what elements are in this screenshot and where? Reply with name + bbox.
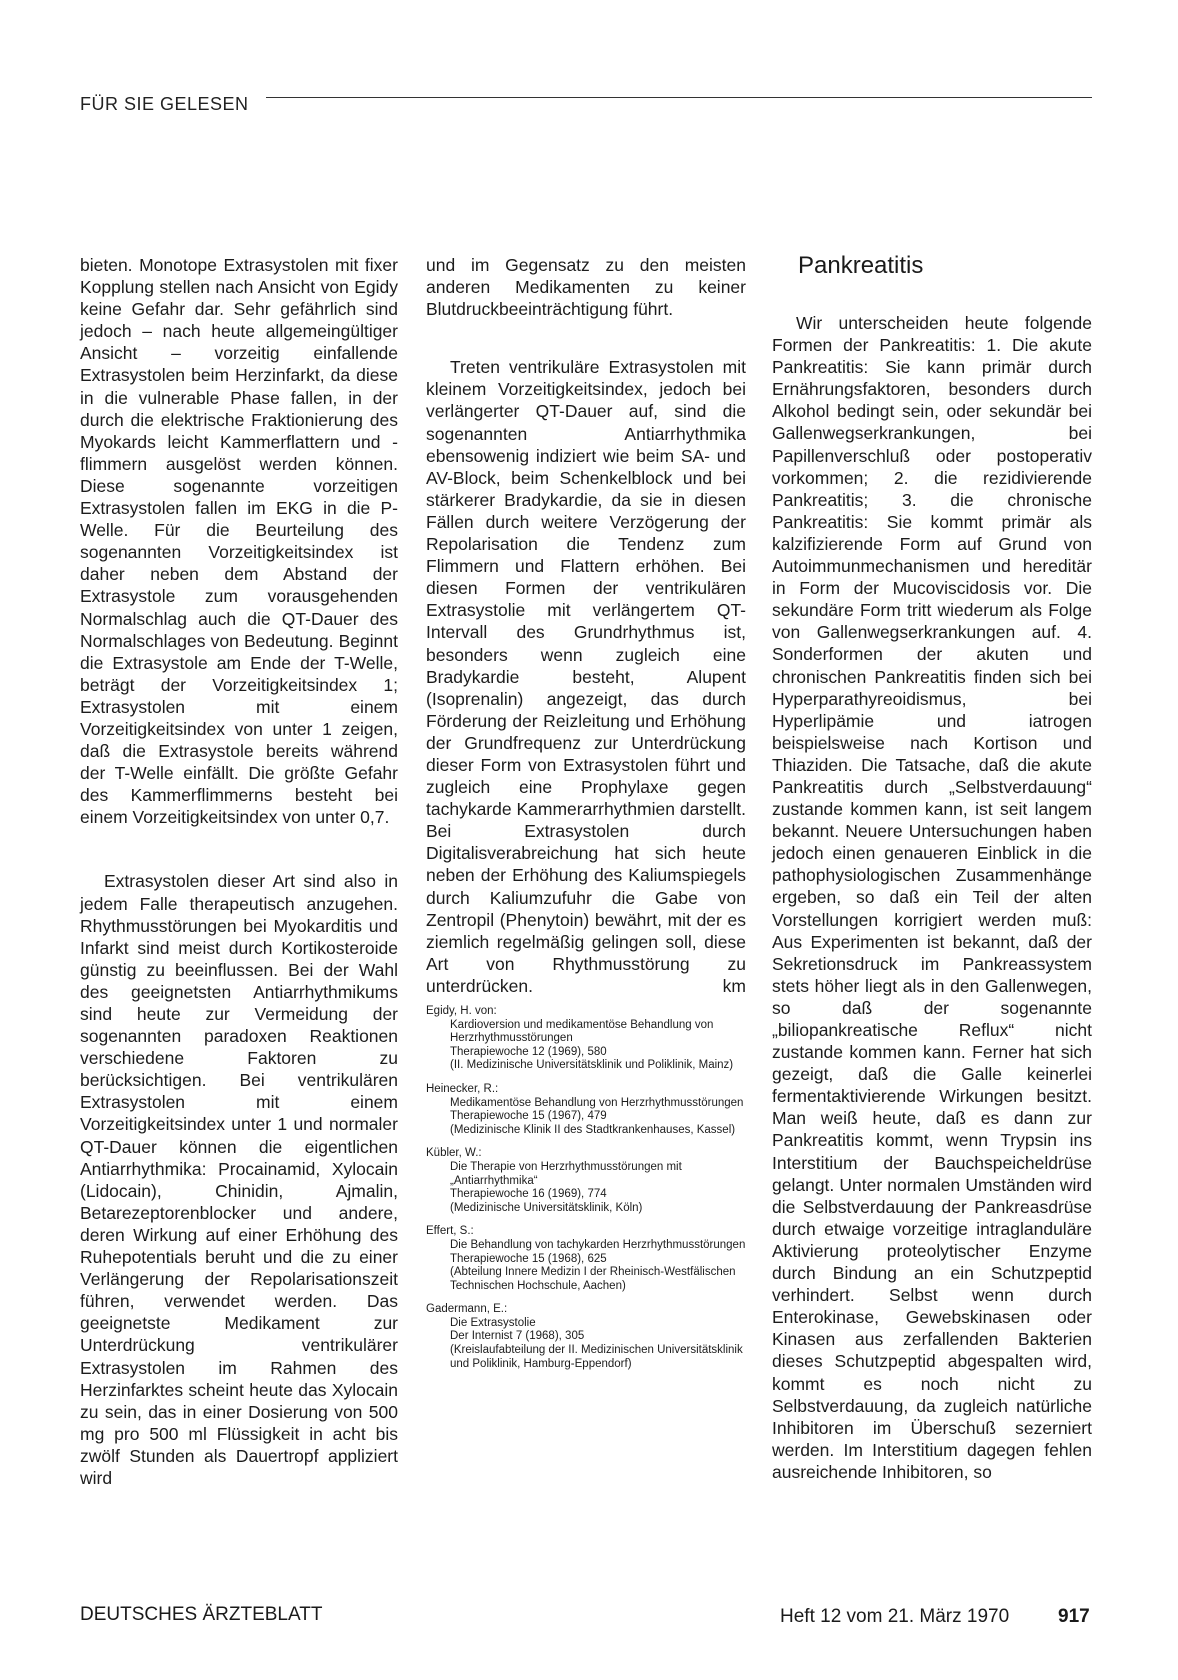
section-title: Pankreatitis (798, 252, 924, 279)
right-column (772, 312, 1092, 1483)
reference-source: Therapiewoche 16 (1969), 774 (450, 1188, 607, 1201)
reference-title: Die Behandlung von tachykarden Herzrhythmusstörungen (450, 1238, 746, 1251)
header-rule (266, 97, 1092, 98)
reference-institution: (Abteilung Innere Medizin I der Rheinisch-Westfälischen Technischen Hochschule, Aachen) (450, 1266, 736, 1292)
reference-source: Therapiewoche 12 (1969), 580 (450, 1045, 607, 1058)
left-paragraph-2: Extrasystolen dieser Art sind also in jedem Falle therapeutisch anzugehen. Rhythmusstörungen bei Myokarditis und Infarkt sind meist durch Kortikosteroide günstig zu beeinflussen. Bei der Wahl des geeignetsten Antiarrhythmikums sind heute zur Vermeidung der sogenannten paradoxen Reaktionen verschiedene Faktoren zu berücksichtigen. Bei ventrikulären Extrasystolen mit einem Vorzeitigkeitsindex unter 1 und normaler QT-Dauer können die eigentlichen Antiarrhythmika: Procainamid, Xylocain (Lidocain), Chinidin, Ajmalin, Betarezeptorenblocker und andere, deren Wirkung auf einer Erhöhung des Ruhepotentials beruht und die zu einer Verlängerung der Repolarisationszeit führen, verwendet werden. Das geeignetste Medikament zur Unterdrückung ventrikulärer Extrasystolen im Rahmen des Herzinfarktes scheint heute das Xylocain zu sein, das in einer Dosierung von 500 mg pro 500 ml Flüssigkeit in acht bis zwölf Stunden als Dauertropf appliziert wird (80, 871, 398, 1488)
reference-institution: (II. Medizinische Universitätsklinik und Poliklinik, Mainz) (450, 1059, 734, 1072)
reference-author: Heinecker, R.: (426, 1082, 499, 1095)
reference-source: Therapiewoche 15 (1967), 479 (450, 1110, 607, 1123)
reference-author: Effert, S.: (426, 1225, 474, 1238)
author-signature: km (722, 975, 746, 996)
reference-title: Die Extrasystolie (450, 1316, 536, 1329)
left-column (80, 254, 398, 1489)
page-number: 917 (1058, 1606, 1090, 1627)
reference-institution: (Medizinische Klinik II des Stadtkrankenhauses, Kassel) (450, 1123, 736, 1136)
reference-institution: (Kreislaufabteilung der II. Medizinischen Universitätsklinik und Poliklinik, Hamburg-Eppendorf) (450, 1344, 743, 1370)
reference-institution: (Medizinische Universitätsklinik, Köln) (450, 1201, 643, 1214)
middle-column (426, 254, 746, 1381)
right-paragraph-1: Wir unterscheiden heute folgende Formen der Pankreatitis: 1. Die akute Pankreatitis: Sie kann primär durch Ernährungsfaktoren, besonders durch Alkohol bedingt sein, oder sekundär bei Gallenwegserkrankungen, bei Papillenverschluß oder postoperativ vorkommen; 2. die rezidivierende Pankreatitis; 3. die chronische Pankreatitis: Sie kommt primär als kalzifizierende Form auf Grund von Autoimmunmechanismen und hereditär in Form der Mucoviscidosis vor. Die sekundäre Form tritt wiederum als Folge von Gallenwegserkrankungen auf. 4. Sonderformen der akuten und chronischen Pankreatitis finden sich bei Hyperparathyreoidismus, bei Hyperlipämie und iatrogen beispielsweise nach Kortison und Thiaziden. Die Tatsache, daß die akute Pankreatitis durch „Selbstverdauung“ zustande kommen kann, ist seit langem bekannt. Neuere Untersuchungen haben jedoch einen genaueren Einblick in die pathophysiologischen Zusammenhänge ergeben, so daß ein Teil der alten Vorstellungen korrigiert werden muß: Aus Experimenten ist bekannt, daß der Sekretionsdruck im Pankreassystem stets höher liegt als in den Gallenwegen, so daß der sogenannte „biliopankreatische Reflux“ nicht zustande kommen kann. Ferner hat sich gezeigt, daß die Galle keinerlei fermentaktivierende Wirkungen besitzt. Man weiß heute, daß es dann zur Pankreatitis kommt, wenn Trypsin ins Interstitium der Bauchspeicheldrüse gelangt. Unter normalen Umständen wird die Selbstverdauung der Pankreasdrüse durch etwaige vorzeitige intraglanduläre Aktivierung proteolytischer Enzyme durch Bindung an ein Schutzpeptid verhindert. Selbst wenn durch Enterokinase, Gewebskinasen oder Kinasen aus zerfallenden Bakterien dieses Schutzpeptid abgespalten wird, kommt es noch nicht zu Selbstverdauung, da zugleich natürliche Inhibitoren im Überschuß sezerniert werden. Im Interstitium dagegen fehlen ausreichende Inhibitoren, so (772, 313, 1092, 1482)
reference-item (426, 1303, 746, 1371)
reference-item (426, 1005, 746, 1073)
middle-paragraph-2 (426, 356, 746, 997)
issue-info: Heft 12 vom 21. März 1970 (780, 1606, 1010, 1627)
reference-title: Die Therapie von Herzrhythmusstörungen mit „Antiarrhythmika“ (450, 1160, 682, 1187)
section-header: FÜR SIE GELESEN (80, 94, 249, 114)
reference-title: Medikamentöse Behandlung von Herzrhythmusstörungen (450, 1096, 744, 1109)
reference-source: Therapiewoche 15 (1968), 625 (450, 1252, 607, 1265)
reference-source: Der Internist 7 (1968), 305 (450, 1330, 585, 1343)
reference-author: Gadermann, E.: (426, 1303, 508, 1316)
middle-paragraph-1: und im Gegensatz zu den meisten anderen Medikamenten zu keiner Blutdruckbeeinträchtigung führt. (426, 255, 746, 320)
reference-author: Egidy, H. von: (426, 1005, 497, 1017)
journal-name: DEUTSCHES ÄRZTEBLATT (80, 1604, 323, 1625)
reference-item (426, 1147, 746, 1215)
reference-item (426, 1083, 746, 1137)
left-paragraph-1: bieten. Monotope Extrasystolen mit fixer Kopplung stellen nach Ansicht von Egidy keine Gefahr dar. Sehr gefährlich sind jedoch – nach heute allgemeingültiger Ansicht – vorzeitig einfallende Extrasystolen beim Herzinfarkt, da diese in die vulnerable Phase fallen, in der durch die elektrische Fraktionierung des Myokards leicht Kammerflattern und -flimmern ausgelöst werden können. Diese sogenannte vorzeitigen Extrasystolen fallen im EKG in die P-Welle. Für die Beurteilung des sogenannten Vorzeitigkeitsindex ist daher neben dem Abstand der Extrasystole zum vorausgehenden Normalschlag auch die QT-Dauer des Normalschlages von Bedeutung. Beginnt die Extrasystole am Ende der T-Welle, beträgt der Vorzeitigkeitsindex 1; Extrasystolen mit einem Vorzeitigkeitsindex von unter 1 zeigen, daß die Extrasystole bereits während der T-Welle einfällt. Die größte Gefahr des Kammerflimmerns besteht bei einem Vorzeitigkeitsindex von unter 0,7. (80, 255, 398, 828)
references (426, 1005, 746, 1371)
reference-title: Kardioversion und medikamentöse Behandlung von Herzrhythmusstörungen (450, 1018, 714, 1045)
middle-paragraph-2-text: Treten ventrikuläre Extrasystolen mit kleinem Vorzeitigkeitsindex, jedoch bei verlängerter QT-Dauer auf, sind die sogenannten Antiarrhythmika ebensowenig indiziert wie beim SA- und AV-Block, beim Schenkelblock und bei stärkerer Bradykardie, da sie in diesen Fällen durch weitere Verzögerung der Repolarisation die Tendenz zum Flimmern und Flattern erhöhen. Bei diesen Formen der ventrikulären Extrasystolie mit verlängertem QT-Intervall des Grundrhythmus ist, besonders wenn zugleich eine Bradykardie besteht, Alupent (Isoprenalin) angezeigt, das durch Förderung der Reizleitung und Erhöhung der Grundfrequenz zur Unterdrückung dieser Form von Extrasystolen führt und zugleich eine Prophylaxe gegen tachykarde Kammerarrhythmien darstellt. Bei Extrasystolen durch Digitalisverabreichung hat sich heute neben der Erhöhung des Kaliumspiegels durch Kaliumzufuhr die Gabe von Zentropil (Phenytoin) bewährt, mit der es ziemlich regelmäßig gelingen soll, diese Art von Rhythmusstörung zu unterdrücken. (426, 357, 746, 996)
reference-item (426, 1225, 746, 1293)
reference-author: Kübler, W.: (426, 1147, 482, 1160)
